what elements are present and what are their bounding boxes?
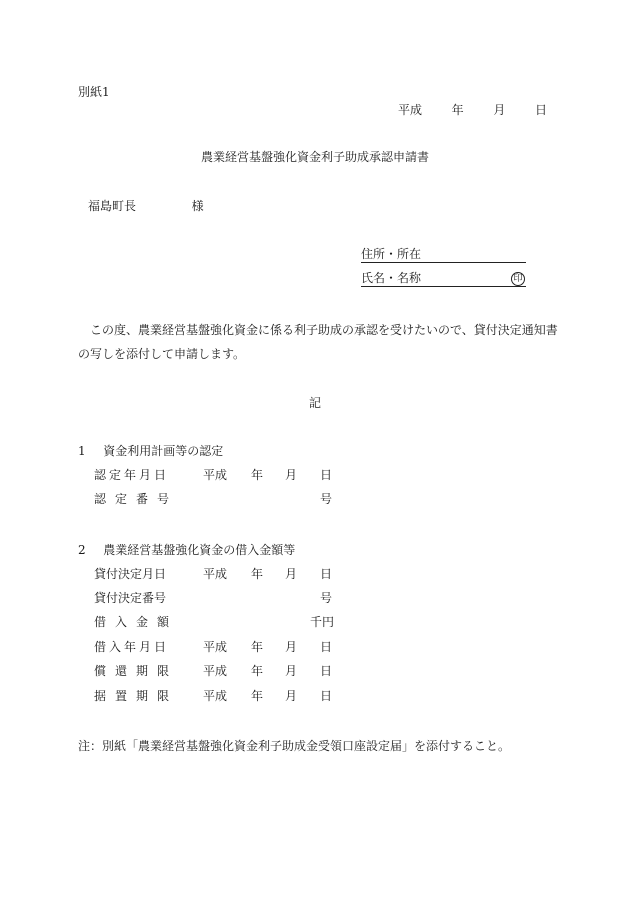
address-field	[361, 246, 526, 263]
attachment-label: 別紙1	[78, 85, 110, 99]
section-2-row-5-year: 年	[251, 664, 264, 678]
section-2-number: 2	[78, 543, 86, 557]
section-1-row-1-label: 認定年月日	[94, 468, 170, 482]
seal-mark: 印	[511, 272, 525, 286]
addressee-name: 福島町長	[88, 199, 137, 213]
section-1-row-1-era: 平成	[203, 468, 228, 482]
section-2-row-1-label: 貸付決定月日	[94, 567, 167, 581]
section-1-row-1-year: 年	[251, 468, 264, 482]
section-2-row-6-month: 月	[285, 689, 298, 703]
address-label: 住所・所在	[361, 247, 422, 261]
section-2-row-1-year: 年	[251, 567, 264, 581]
section-2-row-5-era: 平成	[203, 664, 228, 678]
section-1-row-2-label: 認定番号	[94, 492, 179, 506]
date-era: 平成	[398, 103, 423, 117]
section-2-row-5-month: 月	[285, 664, 298, 678]
document-title: 農業経営基盤強化資金利子助成承認申請書	[200, 150, 429, 164]
name-label: 氏名・名称	[361, 271, 422, 285]
section-2-row-4-day: 日	[320, 640, 333, 654]
section-2-row-1-month: 月	[285, 567, 298, 581]
section-2-row-1-era: 平成	[203, 567, 228, 581]
footnote: 注：別紙「農業経営基盤強化資金利子助成金受領口座設定届」を添付すること。	[78, 739, 511, 753]
section-2-row-3-label: 借入金額	[94, 615, 179, 629]
date-year: 年	[451, 103, 464, 117]
section-1-title: 資金利用計画等の認定	[103, 444, 224, 458]
section-1-heading	[78, 443, 223, 459]
date-month: 月	[493, 103, 506, 117]
date-line	[398, 102, 547, 118]
section-2-row-2-label: 貸付決定番号	[94, 591, 167, 605]
section-1-row-1-day: 日	[320, 468, 333, 482]
section-2-row-4-label: 借入年月日	[94, 640, 170, 654]
section-2-row-6-day: 日	[320, 689, 333, 703]
addressee	[88, 198, 204, 214]
addressee-honorific: 様	[191, 199, 204, 213]
section-1-row-2-suffix: 号	[320, 492, 333, 506]
section-2-row-6-era: 平成	[203, 689, 228, 703]
section-2-row-5-label: 償還期限	[94, 664, 179, 678]
section-2-row-5-day: 日	[320, 664, 333, 678]
section-1-row-1-month: 月	[285, 468, 298, 482]
section-2-heading	[78, 542, 295, 558]
section-2-row-4-era: 平成	[203, 640, 228, 654]
ki-mark: 記	[308, 396, 321, 410]
section-2-row-6-year: 年	[251, 689, 264, 703]
body-line-1: この度、農業経営基盤強化資金に係る利子助成の承認を受けたいので、貸付決定通知書	[90, 323, 558, 337]
section-2-row-4-year: 年	[251, 640, 264, 654]
section-2-title: 農業経営基盤強化資金の借入金額等	[103, 543, 296, 557]
section-2-row-2-suffix: 号	[320, 591, 333, 605]
section-2-row-1-day: 日	[320, 567, 333, 581]
section-2-row-4-month: 月	[285, 640, 298, 654]
name-field	[361, 270, 526, 287]
body-line-2: の写しを添付して申請します。	[78, 347, 246, 361]
date-day: 日	[535, 103, 548, 117]
section-2-row-6-label: 据置期限	[94, 689, 179, 703]
section-2-row-3-suffix: 千円	[310, 615, 335, 629]
section-1-number: 1	[78, 444, 86, 458]
